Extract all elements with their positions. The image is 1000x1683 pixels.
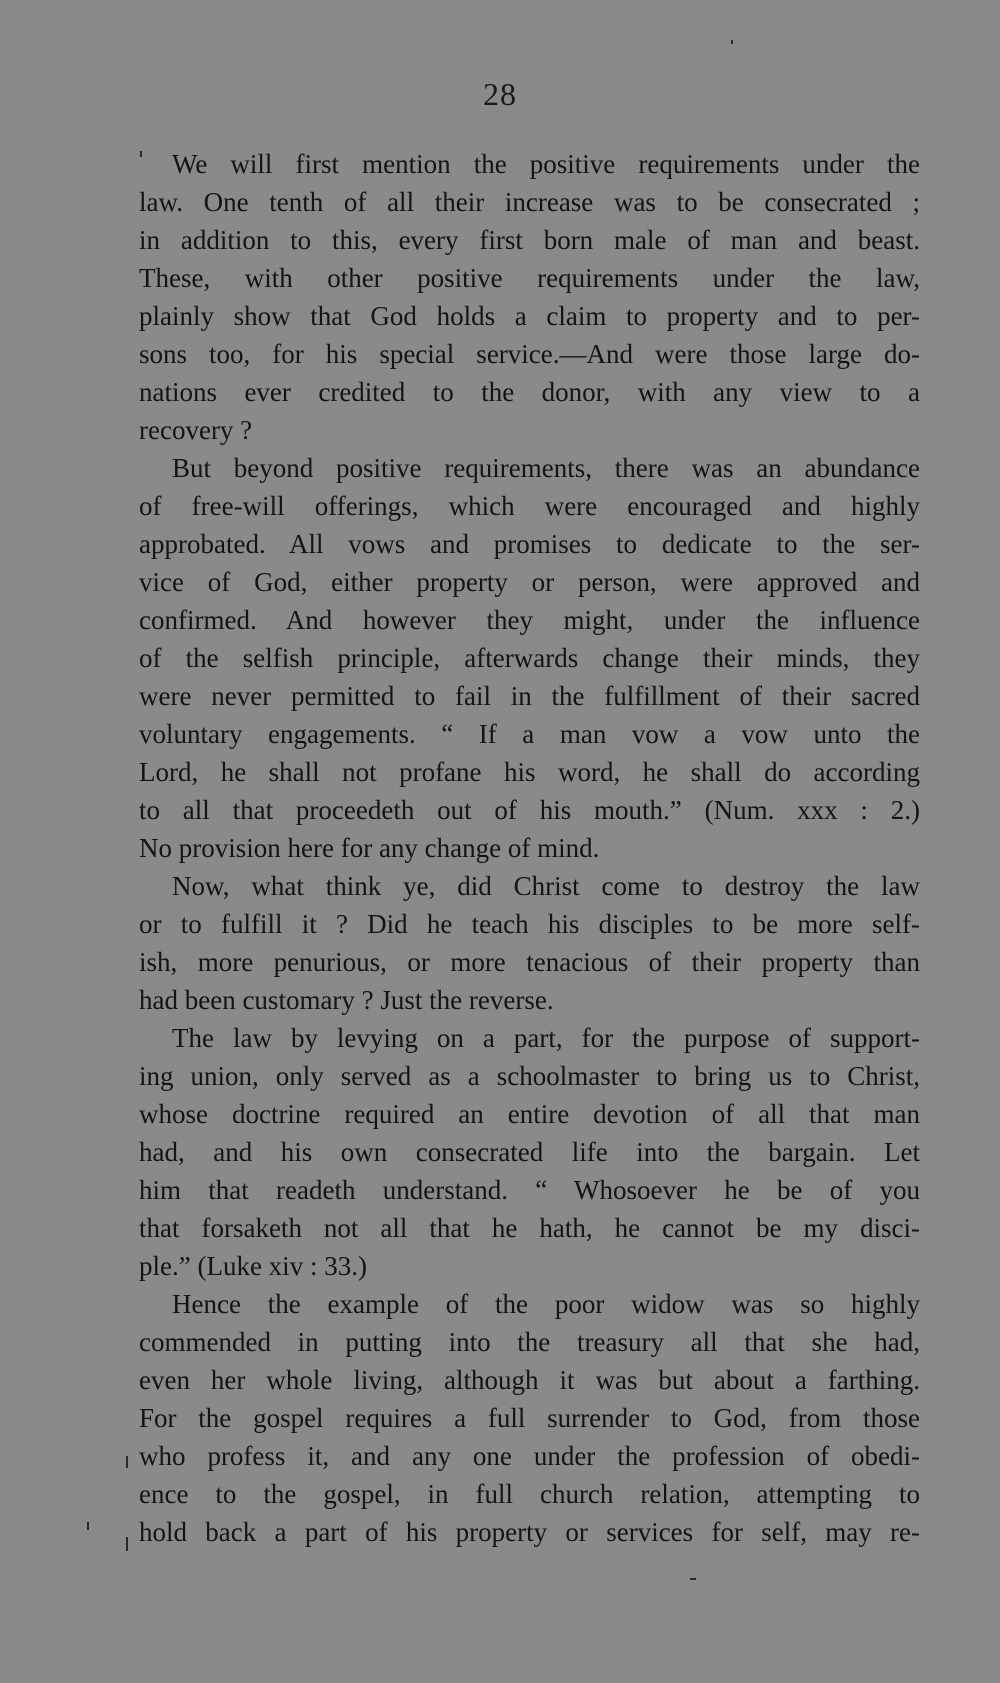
- paragraph-5: [139, 1285, 920, 1551]
- text-line: who profess it, and any one under the profession of obedi-: [139, 1441, 920, 1471]
- text-line: recovery ?: [139, 415, 253, 445]
- paragraph-1: [139, 145, 920, 449]
- text-line: No provision here for any change of mind.: [139, 833, 600, 863]
- text-line: him that readeth understand. “ Whosoever he be of you: [139, 1175, 920, 1205]
- text-line: were never permitted to fail in the fulfillment of their sacred: [139, 681, 920, 711]
- text-line: hold back a part of his property or services for self, may re-: [139, 1517, 920, 1547]
- text-line: voluntary engagements. “ If a man vow a vow unto the: [139, 719, 920, 749]
- paragraph-3: [139, 867, 920, 1019]
- text-line: to all that proceedeth out of his mouth.” (Num. xxx : 2.): [139, 795, 920, 825]
- speck: [87, 1522, 89, 1530]
- text-line: We will first mention the positive requirements under the: [172, 149, 920, 179]
- text-line: confirmed. And however they might, under the influence: [139, 605, 920, 635]
- text-line: But beyond positive requirements, there was an abundance: [172, 453, 920, 483]
- page-number: 28: [483, 76, 517, 112]
- paragraph-2: [139, 449, 920, 867]
- body-text: [139, 145, 920, 1551]
- text-line: had, and his own consecrated life into the bargain. Let: [139, 1137, 920, 1167]
- speck: [126, 1537, 128, 1551]
- text-line: law. One tenth of all their increase was to be consecrated ;: [139, 187, 920, 217]
- text-line: ing union, only served as a schoolmaster to bring us to Christ,: [139, 1061, 920, 1091]
- text-line: whose doctrine required an entire devotion of all that man: [139, 1099, 920, 1129]
- speck: [126, 1456, 128, 1468]
- text-line: even her whole living, although it was but about a farthing.: [139, 1365, 920, 1395]
- text-line: approbated. All vows and promises to dedicate to the ser-: [139, 529, 920, 559]
- text-line: sons too, for his special service.—And were those large do-: [139, 339, 920, 369]
- text-line: of free-will offerings, which were encouraged and highly: [139, 491, 920, 521]
- text-line: ple.” (Luke xiv : 33.): [139, 1251, 367, 1281]
- text-line: For the gospel requires a full surrender to God, from those: [139, 1403, 920, 1433]
- text-line: ence to the gospel, in full church relation, attempting to: [139, 1479, 920, 1509]
- text-line: that forsaketh not all that he hath, he cannot be my disci-: [139, 1213, 920, 1243]
- speck: [731, 40, 733, 44]
- speck: [140, 151, 142, 157]
- text-line: had been customary ? Just the reverse.: [139, 985, 554, 1015]
- text-line: plainly show that God holds a claim to property and to per-: [139, 301, 920, 331]
- text-line: of the selfish principle, afterwards change their minds, they: [139, 643, 920, 673]
- text-line: or to fulfill it ? Did he teach his disciples to be more self-: [139, 909, 920, 939]
- text-line: nations ever credited to the donor, with any view to a: [139, 377, 920, 407]
- text-line: Hence the example of the poor widow was so highly: [172, 1289, 920, 1319]
- text-line: Lord, he shall not profane his word, he shall do according: [139, 757, 920, 787]
- text-line: The law by levying on a part, for the purpose of support-: [172, 1023, 920, 1053]
- text-line: vice of God, either property or person, were approved and: [139, 567, 920, 597]
- text-line: These, with other positive requirements under the law,: [139, 263, 920, 293]
- text-line: Now, what think ye, did Christ come to destroy the law: [172, 871, 920, 901]
- text-line: in addition to this, every first born male of man and beast.: [139, 225, 920, 255]
- text-line: ish, more penurious, or more tenacious of their property than: [139, 947, 920, 977]
- paragraph-4: [139, 1019, 920, 1285]
- text-line: commended in putting into the treasury all that she had,: [139, 1327, 920, 1357]
- speck: [690, 1578, 696, 1580]
